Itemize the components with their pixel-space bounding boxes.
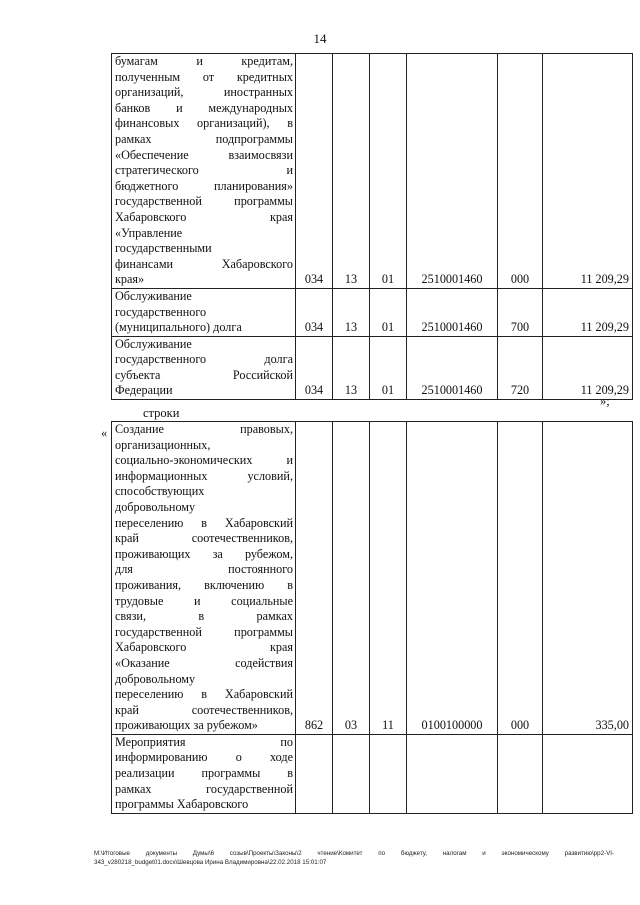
sum-cell: [543, 734, 633, 813]
sum-cell: 335,00: [543, 422, 633, 735]
description-line: бумагам и кредитам,: [115, 54, 293, 68]
description-line: Федерации: [115, 383, 173, 398]
expense-type-cell: 000: [498, 422, 543, 735]
description-line: Хабаровского края: [115, 209, 293, 224]
section-cell: 03: [333, 422, 370, 735]
description-line: края»: [115, 272, 145, 287]
description-line: рамках государственной: [115, 781, 293, 796]
description-line: Мероприятия по: [115, 734, 293, 749]
description-line: способствующих: [115, 484, 205, 499]
table-row: [112, 288, 633, 336]
description-line: «Управление: [115, 225, 183, 240]
description-line: проживающих за рубежом»: [115, 718, 258, 733]
description-line: организаций, иностранных: [115, 85, 293, 100]
budget-table-top: [111, 53, 633, 400]
grbs-cell: [296, 734, 333, 813]
table-row: [112, 336, 633, 399]
description-line: край соотечественников,: [115, 531, 293, 546]
description-line: реализации программы в: [115, 766, 293, 781]
description-line: «Оказание содействия: [115, 655, 293, 670]
rows-text: строки: [143, 406, 180, 420]
grbs-cell: 034: [296, 336, 333, 399]
file-path-footer: [94, 849, 614, 867]
target-article-cell: 2510001460: [407, 54, 498, 289]
description-line: социально-экономических и: [115, 453, 293, 468]
subsection-cell: 01: [370, 336, 407, 399]
description-line: Обслуживание: [115, 288, 192, 303]
target-article-cell: 0100100000: [407, 422, 498, 735]
description-line: добровольному: [115, 499, 196, 514]
budget-table-bottom: [111, 421, 633, 814]
section-cell: 13: [333, 336, 370, 399]
description-line: трудовые и социальные: [115, 593, 293, 608]
sum-cell: 11 209,29: [543, 336, 633, 399]
expense-type-cell: 700: [498, 288, 543, 336]
footer-line-1: М:\Итоговые документы Думы\6 созыв\Проекты\Законы\2 чтение\Комитет по бюджету, налогам и экономическому развитию\рр2-VI-: [94, 850, 614, 857]
description-line: государственного долга: [115, 352, 293, 367]
target-article-cell: 2510001460: [407, 288, 498, 336]
description-line: субъекта Российской: [115, 367, 293, 382]
description-line: государственного: [115, 304, 207, 319]
description-line: финансами Хабаровского: [115, 256, 293, 271]
description-line: банков и международных: [115, 100, 293, 115]
table-row: [112, 422, 633, 735]
description-line: информированию о ходе: [115, 750, 293, 765]
description-line: проживания, включению в: [115, 577, 293, 592]
sum-cell: 11 209,29: [543, 54, 633, 289]
section-cell: 13: [333, 54, 370, 289]
opening-quote: «: [101, 426, 108, 440]
description-line: полученным от кредитных: [115, 69, 293, 84]
subsection-cell: [370, 734, 407, 813]
closing-quote: »;: [600, 394, 610, 408]
footer-line-2: 343_v280218_budget01.docx\Шевцова Ирина Владимировна\22.02.2018 15:01:07: [94, 859, 327, 866]
description-line: связи, в рамках: [115, 609, 293, 624]
expense-type-cell: [498, 734, 543, 813]
grbs-cell: 034: [296, 288, 333, 336]
description-line: переселению в Хабаровский: [115, 515, 293, 530]
description-line: финансовых организаций), в: [115, 116, 293, 131]
section-cell: 13: [333, 288, 370, 336]
expense-type-cell: 000: [498, 54, 543, 289]
grbs-cell: 034: [296, 54, 333, 289]
page-number: 14: [313, 31, 327, 46]
description-line: стратегического и: [115, 163, 293, 178]
description-line: проживающих за рубежом,: [115, 546, 293, 561]
description-line: программы Хабаровского: [115, 797, 249, 812]
description-line: (муниципального) долга: [115, 320, 242, 335]
description-line: рамках подпрограммы: [115, 131, 293, 146]
description-line: Хабаровского края: [115, 640, 293, 655]
subsection-cell: 01: [370, 54, 407, 289]
description-cell: [112, 422, 296, 735]
section-cell: [333, 734, 370, 813]
description-line: государственными: [115, 241, 212, 256]
description-cell: [112, 54, 296, 289]
description-line: государственной программы: [115, 194, 293, 209]
expense-type-cell: 720: [498, 336, 543, 399]
grbs-cell: 862: [296, 422, 333, 735]
description-line: переселению в Хабаровский: [115, 687, 293, 702]
description-line: добровольному: [115, 671, 196, 686]
description-line: Создание правовых,: [115, 422, 293, 436]
description-line: Обслуживание: [115, 336, 192, 351]
subsection-cell: 11: [370, 422, 407, 735]
sum-cell: 11 209,29: [543, 288, 633, 336]
description-line: организационных,: [115, 437, 211, 452]
description-line: край соотечественников,: [115, 702, 293, 717]
description-line: информационных условий,: [115, 468, 293, 483]
description-line: «Обеспечение взаимосвязи: [115, 147, 293, 162]
target-article-cell: 2510001460: [407, 336, 498, 399]
table-row: [112, 54, 633, 289]
table-row: [112, 734, 633, 813]
target-article-cell: [407, 734, 498, 813]
description-cell: [112, 336, 296, 399]
description-line: бюджетного планирования»: [115, 178, 293, 193]
subsection-cell: 01: [370, 288, 407, 336]
description-cell: [112, 734, 296, 813]
description-cell: [112, 288, 296, 336]
description-line: для постоянного: [115, 562, 293, 577]
description-line: государственной программы: [115, 624, 293, 639]
